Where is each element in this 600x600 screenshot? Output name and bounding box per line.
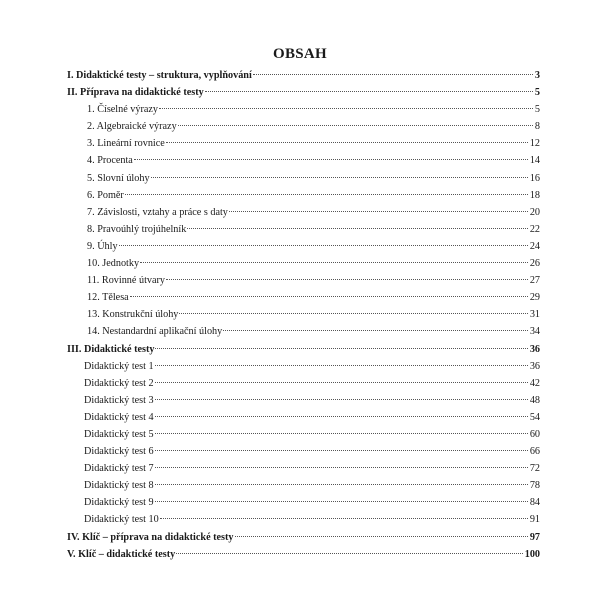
toc-entry-label: 13. Konstrukční úlohy — [87, 309, 179, 321]
toc-entry-label: I. Didaktické testy – struktura, vyplňování — [67, 70, 252, 81]
toc-entry — [0, 323, 600, 340]
toc-entry-label: 1. Číselné výrazy — [87, 104, 159, 116]
toc-entry — [0, 358, 600, 375]
toc-entry-label: Didaktický test 5 — [84, 428, 154, 440]
toc-entry — [0, 187, 600, 204]
toc-entry-page-number: 18 — [529, 189, 540, 201]
toc-entry-label: 3. Lineární rovnice — [87, 138, 165, 150]
toc-entry-label: 5. Slovní úlohy — [87, 172, 150, 184]
toc-dot-leader — [176, 553, 523, 554]
toc-entry-page-number: 26 — [529, 258, 540, 270]
toc-dot-leader — [155, 365, 528, 366]
toc-entry-label: Didaktický test 6 — [84, 446, 154, 458]
toc-entry-label: Didaktický test 3 — [84, 394, 154, 406]
toc-entry — [0, 529, 600, 546]
toc-entry — [0, 443, 600, 460]
toc-entry-label: Didaktický test 2 — [84, 377, 154, 389]
toc-entry-page-number: 42 — [529, 377, 540, 389]
toc-entry-label: 9. Úhly — [87, 240, 118, 252]
toc-dot-leader — [253, 74, 533, 75]
toc-entry — [0, 101, 600, 118]
toc-dot-leader — [125, 194, 528, 195]
toc-entry — [0, 477, 600, 494]
toc-entry — [0, 170, 600, 187]
toc-entry-page-number: 5 — [534, 104, 540, 116]
toc-dot-leader — [179, 313, 527, 314]
toc-dot-leader — [160, 518, 528, 519]
toc-entry — [0, 118, 600, 135]
toc-entry — [0, 494, 600, 511]
toc-entry — [0, 238, 600, 255]
toc-entry-label: III. Didaktické testy — [67, 343, 155, 355]
toc-dot-leader — [187, 228, 527, 229]
toc-entry-page-number: 3 — [534, 70, 540, 81]
toc-entry — [0, 409, 600, 426]
toc-entry — [0, 341, 600, 358]
toc-entry-page-number: 78 — [529, 480, 540, 492]
toc-entry-page-number: 100 — [524, 548, 540, 560]
toc-entry-page-number: 54 — [529, 411, 540, 423]
toc-entry — [0, 392, 600, 409]
toc-dot-leader — [130, 296, 528, 297]
toc-entry-page-number: 5 — [534, 87, 540, 99]
toc-dot-leader — [229, 211, 528, 212]
toc-entry-label: 8. Pravoúhlý trojúhelník — [87, 223, 187, 235]
toc-entry-page-number: 20 — [529, 206, 540, 218]
toc-entry — [0, 152, 600, 169]
toc-entry-page-number: 60 — [529, 428, 540, 440]
toc-dot-leader — [235, 536, 528, 537]
toc-dot-leader — [155, 399, 528, 400]
toc-entry — [0, 460, 600, 477]
toc-entry-label: Didaktický test 10 — [84, 514, 159, 526]
toc-dot-leader — [166, 142, 528, 143]
toc-dot-leader — [223, 330, 528, 331]
toc-entry — [0, 272, 600, 289]
toc-entry-page-number: 91 — [529, 514, 540, 526]
toc-dot-leader — [155, 433, 528, 434]
toc-dot-leader — [119, 245, 528, 246]
toc-entry-page-number: 84 — [529, 497, 540, 509]
toc-entry-page-number: 14 — [529, 155, 540, 167]
toc-title: OBSAH — [272, 46, 327, 62]
toc-dot-leader — [159, 108, 533, 109]
toc-entry — [0, 426, 600, 443]
toc-entry-page-number: 36 — [529, 360, 540, 372]
toc-entry-label: Didaktický test 9 — [84, 497, 154, 509]
toc-entry-label: 10. Jednotky — [87, 258, 140, 270]
toc-entry-page-number: 27 — [529, 275, 540, 287]
toc-dot-leader — [178, 125, 533, 126]
toc-entry-label: V. Klíč – didaktické testy — [67, 548, 176, 560]
toc-dot-leader — [155, 484, 528, 485]
toc-dot-leader — [155, 501, 528, 502]
toc-dot-leader — [155, 467, 528, 468]
toc-entry — [0, 511, 600, 528]
toc-dot-leader — [166, 279, 528, 280]
toc-entry-page-number: 8 — [534, 121, 540, 133]
toc-entry — [0, 375, 600, 392]
toc-dot-leader — [134, 159, 528, 160]
toc-entry-page-number: 66 — [529, 446, 540, 458]
table-of-contents — [0, 67, 600, 563]
toc-entry — [0, 204, 600, 221]
toc-entry — [0, 546, 600, 563]
toc-entry-label: Didaktický test 8 — [84, 480, 154, 492]
toc-entry-page-number: 72 — [529, 463, 540, 475]
toc-dot-leader — [155, 450, 528, 451]
toc-entry — [0, 289, 600, 306]
toc-entry-page-number: 22 — [529, 223, 540, 235]
toc-entry-label: 7. Závislosti, vztahy a práce s daty — [87, 206, 228, 218]
toc-entry-page-number: 97 — [529, 531, 540, 543]
toc-entry-label: Didaktický test 7 — [84, 463, 154, 475]
toc-entry-label: IV. Klíč – příprava na didaktické testy — [67, 531, 234, 543]
toc-entry-label: II. Příprava na didaktické testy — [67, 87, 204, 99]
toc-entry — [0, 84, 600, 101]
toc-entry-label: 2. Algebraické výrazy — [87, 121, 177, 133]
toc-entry-page-number: 36 — [529, 343, 540, 355]
toc-entry — [0, 135, 600, 152]
toc-dot-leader — [155, 348, 527, 349]
toc-entry-label: 14. Nestandardní aplikační úlohy — [87, 326, 223, 338]
toc-entry-page-number: 34 — [529, 326, 540, 338]
toc-entry-label: 12. Tělesa — [87, 292, 129, 304]
toc-entry-page-number: 12 — [529, 138, 540, 150]
toc-dot-leader — [140, 262, 528, 263]
toc-entry-label: 6. Poměr — [87, 189, 124, 201]
toc-entry — [0, 255, 600, 272]
toc-entry-page-number: 29 — [529, 292, 540, 304]
toc-entry-page-number: 24 — [529, 240, 540, 252]
toc-entry-label: Didaktický test 4 — [84, 411, 154, 423]
toc-dot-leader — [205, 91, 533, 92]
toc-dot-leader — [155, 416, 528, 417]
toc-entry-page-number: 48 — [529, 394, 540, 406]
toc-dot-leader — [155, 382, 528, 383]
toc-entry-label: 11. Rovinné útvary — [87, 275, 165, 287]
toc-entry — [0, 306, 600, 323]
toc-entry — [0, 221, 600, 238]
toc-entry-label: 4. Procenta — [87, 155, 133, 167]
toc-entry-page-number: 16 — [529, 172, 540, 184]
toc-dot-leader — [151, 177, 528, 178]
toc-entry-label: Didaktický test 1 — [84, 360, 154, 372]
toc-entry-page-number: 31 — [529, 309, 540, 321]
toc-entry — [0, 67, 600, 84]
